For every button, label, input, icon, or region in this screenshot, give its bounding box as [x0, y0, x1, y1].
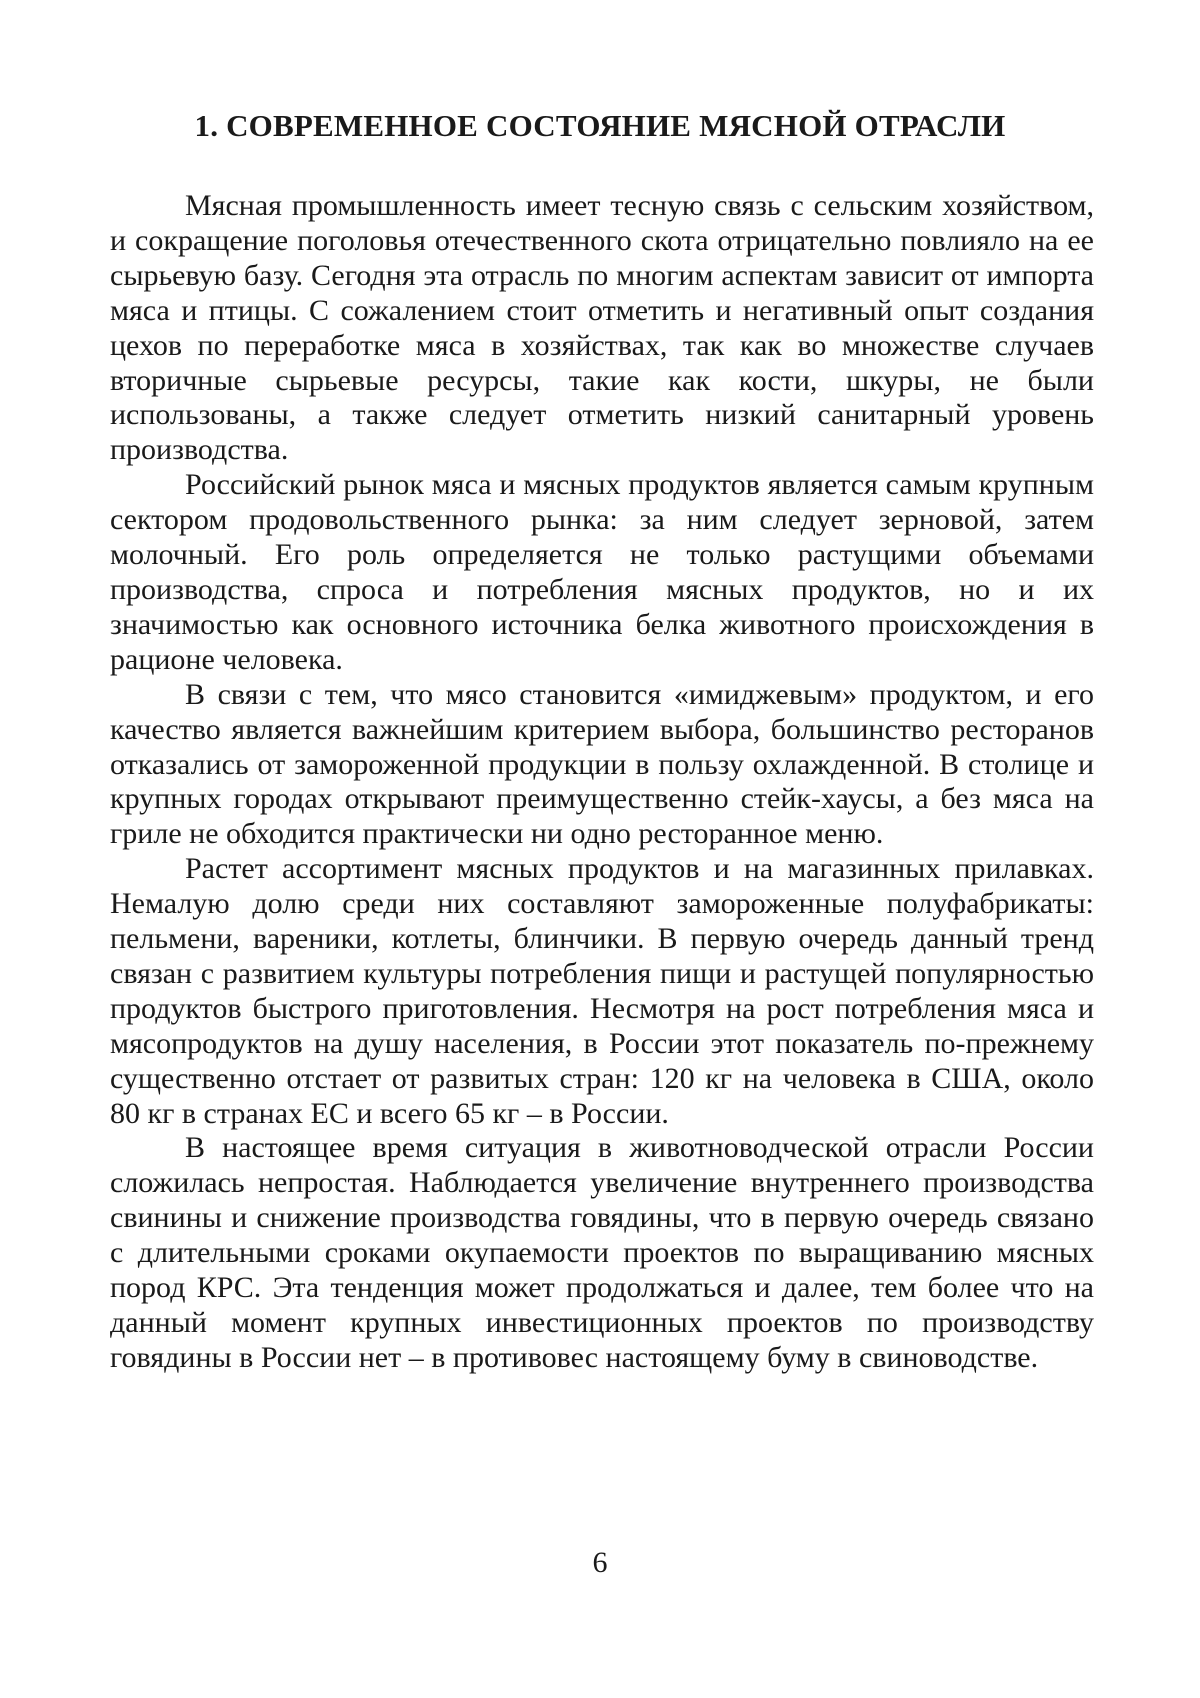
paragraph-5: В настоящее время ситуация в животноводческой отрасли России сложилась непростая. Наблюдается увеличение внутреннего производства свинины и снижение производства говядины, что в первую очередь связано с длительными сроками окупаемости проектов по выращиванию мясных пород КРС. Эта тенденция может продолжаться и далее, тем более что на данный момент крупных инвестиционных проектов по производству говядины в России нет – в противовес настоящему буму в свиноводстве.	[110, 1131, 1094, 1375]
paragraph-1: Мясная промышленность имеет тесную связь с сельским хозяйством, и сокращение поголовья отечественного скота отрицательно повлияло на ее сырьевую базу. Сегодня эта отрасль по многим аспектам зависит от импорта мяса и птицы. С сожалением стоит отметить и негативный опыт создания цехов по переработке мяса в хозяйствах, так как во множестве случаев вторичные сырьевые ресурсы, такие как кости, шкуры, не были использованы, а также следует отметить низкий санитарный уровень производства.	[110, 189, 1094, 468]
document-page	[0, 0, 1200, 1698]
paragraph-2: Российский рынок мяса и мясных продуктов является самым крупным сектором продовольственного рынка: за ним следует зерновой, затем молочный. Его роль определяется не только растущими объемами производства, спроса и потребления мясных продуктов, но и их значимостью как основного источника белка животного происхождения в рационе человека.	[110, 468, 1094, 677]
paragraph-3: В связи с тем, что мясо становится «имиджевым» продуктом, и его качество является важнейшим критерием выбора, большинство ресторанов отказались от замороженной продукции в пользу охлажденной. В столице и крупных городах открывают преимущественно стейк-хаусы, а без мяса на гриле не обходится практически ни одно ресторанное меню.	[110, 678, 1094, 853]
paragraph-4: Растет ассортимент мясных продуктов и на магазинных прилавках. Немалую долю среди них составляют замороженные полуфабрикаты: пельмени, вареники, котлеты, блинчики. В первую очередь данный тренд связан с развитием культуры потребления пищи и растущей популярностью продуктов быстрого приготовления. Несмотря на рост потребления мяса и мясопродуктов на душу населения, в России этот показатель по-прежнему существенно отстает от развитых стран: 120 кг на человека в США, около 80 кг в странах ЕС и всего 65 кг – в России.	[110, 852, 1094, 1131]
page-number: 6	[0, 1546, 1200, 1580]
body-text	[110, 189, 1094, 1376]
section-heading: 1. СОВРЕМЕННОЕ СОСТОЯНИЕ МЯСНОЙ ОТРАСЛИ	[110, 108, 1090, 144]
